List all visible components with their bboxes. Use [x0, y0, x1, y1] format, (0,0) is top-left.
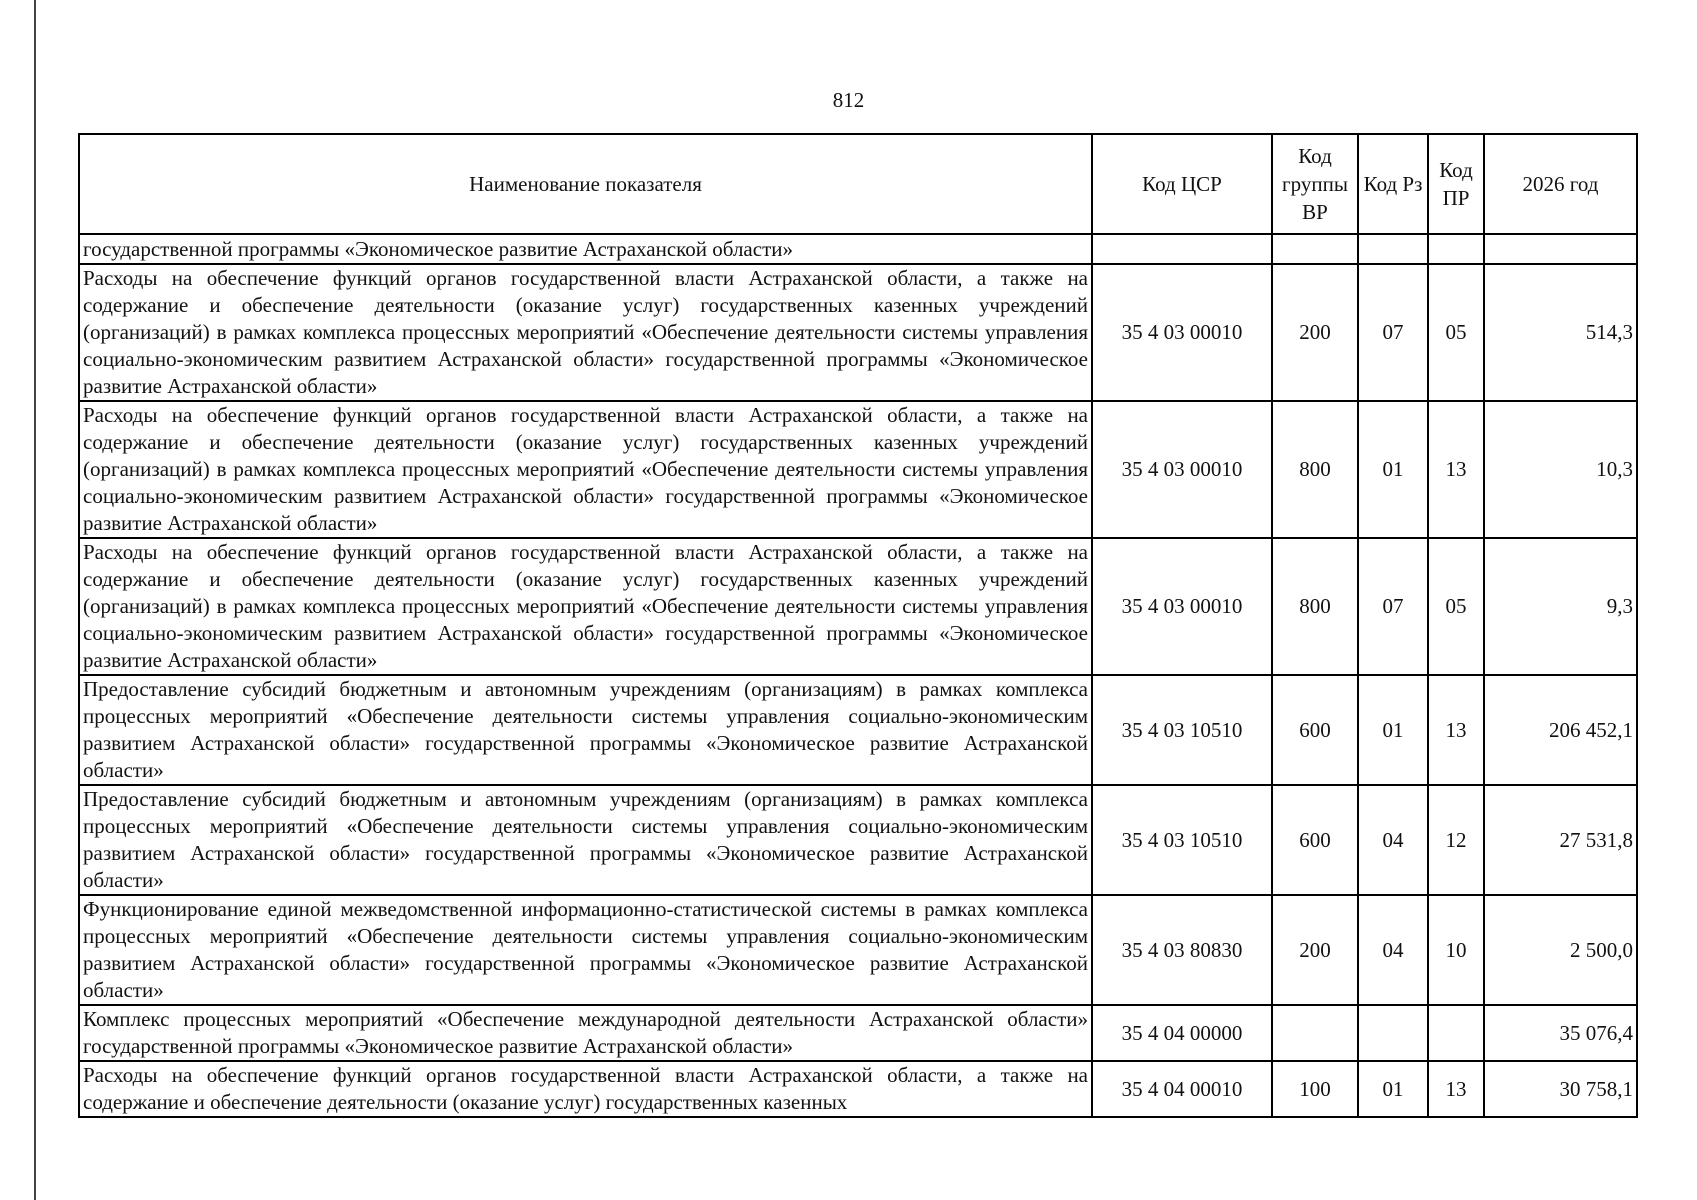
header-pr: Код ПР — [1428, 134, 1484, 234]
row-amount: 2 500,0 — [1484, 895, 1637, 1005]
row-rz: 07 — [1358, 264, 1428, 401]
page-number: 812 — [832, 88, 865, 112]
row-vr: 800 — [1272, 538, 1358, 675]
row-pr: 05 — [1428, 264, 1484, 401]
row-amount — [1484, 234, 1637, 264]
row-name: Предоставление субсидий бюджетным и автономным учреждениям (организациям) в рамках комплекса процессных мероприятий «Обеспечение деятельности системы управления социально-экономическим развитием Астраханской области» государственной программы «Экономическое развитие Астраханской области» — [79, 785, 1092, 895]
table-row — [79, 675, 1637, 785]
row-csr: 35 4 03 80830 — [1092, 895, 1272, 1005]
row-amount: 9,3 — [1484, 538, 1637, 675]
row-vr: 200 — [1272, 264, 1358, 401]
table-row — [79, 895, 1637, 1005]
row-csr: 35 4 03 10510 — [1092, 675, 1272, 785]
row-vr: 600 — [1272, 785, 1358, 895]
row-csr: 35 4 03 00010 — [1092, 264, 1272, 401]
row-rz: 01 — [1358, 1061, 1428, 1117]
row-rz: 01 — [1358, 675, 1428, 785]
row-pr — [1428, 234, 1484, 264]
row-rz: 07 — [1358, 538, 1428, 675]
row-csr: 35 4 03 10510 — [1092, 785, 1272, 895]
binding-margin-line — [34, 0, 36, 1200]
row-name: Расходы на обеспечение функций органов государственной власти Астраханской области, а также на содержание и обеспечение деятельности (оказание услуг) государственных казенных учреждений (организаций) в рамках комплекса процессных мероприятий «Обеспечение деятельности системы управления социально-экономическим развитием Астраханской области» государственной программы «Экономическое развитие Астраханской области» — [79, 264, 1092, 401]
header-name: Наименование показателя — [79, 134, 1092, 234]
row-vr: 100 — [1272, 1061, 1358, 1117]
row-csr: 35 4 04 00010 — [1092, 1061, 1272, 1117]
row-vr: 800 — [1272, 401, 1358, 538]
row-name: Расходы на обеспечение функций органов государственной власти Астраханской области, а также на содержание и обеспечение деятельности (оказание услуг) государственных казенных — [79, 1061, 1092, 1117]
table-row — [79, 1061, 1637, 1117]
row-vr — [1272, 234, 1358, 264]
row-amount: 514,3 — [1484, 264, 1637, 401]
row-amount: 35 076,4 — [1484, 1005, 1637, 1061]
row-csr: 35 4 03 00010 — [1092, 401, 1272, 538]
row-rz: 01 — [1358, 401, 1428, 538]
row-name: Комплекс процессных мероприятий «Обеспечение международной деятельности Астраханской области» государственной программы «Экономическое развитие Астраханской области» — [79, 1005, 1092, 1061]
row-amount: 27 531,8 — [1484, 785, 1637, 895]
table-row — [79, 234, 1637, 264]
row-csr — [1092, 234, 1272, 264]
table-row — [79, 538, 1637, 675]
table-row — [79, 1005, 1637, 1061]
row-vr: 200 — [1272, 895, 1358, 1005]
row-pr: 13 — [1428, 1061, 1484, 1117]
row-pr: 13 — [1428, 401, 1484, 538]
budget-table — [78, 133, 1638, 1118]
table-header-row — [79, 134, 1637, 234]
table-row — [79, 785, 1637, 895]
row-csr: 35 4 04 00000 — [1092, 1005, 1272, 1061]
row-pr — [1428, 1005, 1484, 1061]
row-pr: 10 — [1428, 895, 1484, 1005]
row-pr: 12 — [1428, 785, 1484, 895]
row-rz: 04 — [1358, 785, 1428, 895]
row-name: Предоставление субсидий бюджетным и автономным учреждениям (организациям) в рамках комплекса процессных мероприятий «Обеспечение деятельности системы управления социально-экономическим развитием Астраханской области» государственной программы «Экономическое развитие Астраханской области» — [79, 675, 1092, 785]
row-rz — [1358, 1005, 1428, 1061]
row-vr: 600 — [1272, 675, 1358, 785]
row-amount: 10,3 — [1484, 401, 1637, 538]
row-pr: 05 — [1428, 538, 1484, 675]
row-rz: 04 — [1358, 895, 1428, 1005]
table-row — [79, 401, 1637, 538]
header-csr: Код ЦСР — [1092, 134, 1272, 234]
row-pr: 13 — [1428, 675, 1484, 785]
row-name: Функционирование единой межведомственной информационно-статистической системы в рамках комплекса процессных мероприятий «Обеспечение деятельности системы управления социально-экономическим развитием Астраханской области» государственной программы «Экономическое развитие Астраханской области» — [79, 895, 1092, 1005]
header-year: 2026 год — [1484, 134, 1637, 234]
header-vr: Код группы ВР — [1272, 134, 1358, 234]
row-name: государственной программы «Экономическое развитие Астраханской области» — [79, 234, 1092, 264]
table-row — [79, 264, 1637, 401]
row-name: Расходы на обеспечение функций органов государственной власти Астраханской области, а также на содержание и обеспечение деятельности (оказание услуг) государственных казенных учреждений (организаций) в рамках комплекса процессных мероприятий «Обеспечение деятельности системы управления социально-экономическим развитием Астраханской области» государственной программы «Экономическое развитие Астраханской области» — [79, 401, 1092, 538]
row-rz — [1358, 234, 1428, 264]
row-amount: 30 758,1 — [1484, 1061, 1637, 1117]
header-rz: Код Рз — [1358, 134, 1428, 234]
row-vr — [1272, 1005, 1358, 1061]
row-csr: 35 4 03 00010 — [1092, 538, 1272, 675]
row-name: Расходы на обеспечение функций органов государственной власти Астраханской области, а также на содержание и обеспечение деятельности (оказание услуг) государственных казенных учреждений (организаций) в рамках комплекса процессных мероприятий «Обеспечение деятельности системы управления социально-экономическим развитием Астраханской области» государственной программы «Экономическое развитие Астраханской области» — [79, 538, 1092, 675]
row-amount: 206 452,1 — [1484, 675, 1637, 785]
